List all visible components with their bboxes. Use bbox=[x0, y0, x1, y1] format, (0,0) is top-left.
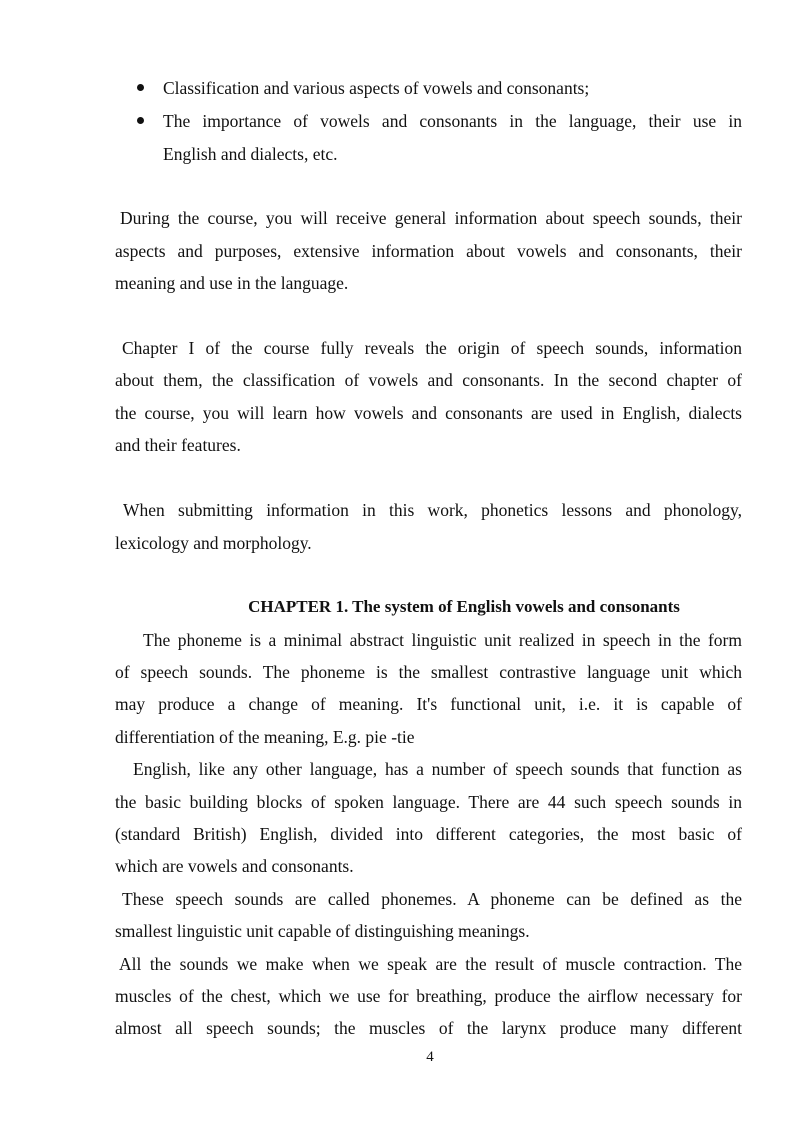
bullet-item-1-line-1: Classification and various aspects of vowels and consonants; bbox=[163, 78, 590, 98]
paragraph-line: the basic building blocks of spoken language. There are 44 such speech sounds in bbox=[115, 792, 742, 812]
paragraph-line: about them, the classification of vowels and consonants. In the second chapter of bbox=[115, 370, 742, 390]
paragraph-line: (standard British) English, divided into different categories, the most basic of bbox=[115, 824, 742, 844]
paragraph-line: During the course, you will receive general information about speech sounds, their bbox=[120, 208, 742, 228]
paragraph-line: almost all speech sounds; the muscles of the larynx produce many different bbox=[115, 1018, 742, 1038]
bullet-icon bbox=[137, 117, 144, 124]
paragraph-line: of speech sounds. The phoneme is the smallest contrastive language unit which bbox=[115, 662, 742, 682]
paragraph-line: the course, you will learn how vowels and consonants are used in English, dialects bbox=[115, 403, 742, 423]
paragraph-line: smallest linguistic unit capable of distinguishing meanings. bbox=[115, 921, 530, 941]
paragraph-line: may produce a change of meaning. It's functional unit, i.e. it is capable of bbox=[115, 694, 742, 714]
paragraph-line: These speech sounds are called phonemes. A phoneme can be defined as the bbox=[122, 889, 742, 909]
bullet-item-2-line-2: English and dialects, etc. bbox=[163, 144, 338, 164]
paragraph-line: English, like any other language, has a number of speech sounds that function as bbox=[133, 759, 742, 779]
paragraph-line: lexicology and morphology. bbox=[115, 533, 312, 553]
paragraph-line: and their features. bbox=[115, 435, 241, 455]
paragraph-line: muscles of the chest, which we use for breathing, produce the airflow necessary for bbox=[115, 986, 742, 1006]
paragraph-line: All the sounds we make when we speak are the result of muscle contraction. The bbox=[119, 954, 742, 974]
paragraph-line: When submitting information in this work, phonetics lessons and phonology, bbox=[123, 500, 742, 520]
chapter-heading: CHAPTER 1. The system of English vowels and consonants bbox=[248, 597, 680, 616]
paragraph-line: Chapter I of the course fully reveals the origin of speech sounds, information bbox=[122, 338, 742, 358]
paragraph-line: meaning and use in the language. bbox=[115, 273, 349, 293]
paragraph-line: aspects and purposes, extensive information about vowels and consonants, their bbox=[115, 241, 742, 261]
paragraph-line: differentiation of the meaning, E.g. pie -tie bbox=[115, 727, 415, 747]
bullet-item-2-line-1: The importance of vowels and consonants in the language, their use in bbox=[163, 111, 742, 131]
paragraph-line: which are vowels and consonants. bbox=[115, 856, 354, 876]
bullet-icon bbox=[137, 84, 144, 91]
page-number: 4 bbox=[426, 1049, 434, 1065]
paragraph-line: The phoneme is a minimal abstract linguistic unit realized in speech in the form bbox=[143, 630, 742, 650]
